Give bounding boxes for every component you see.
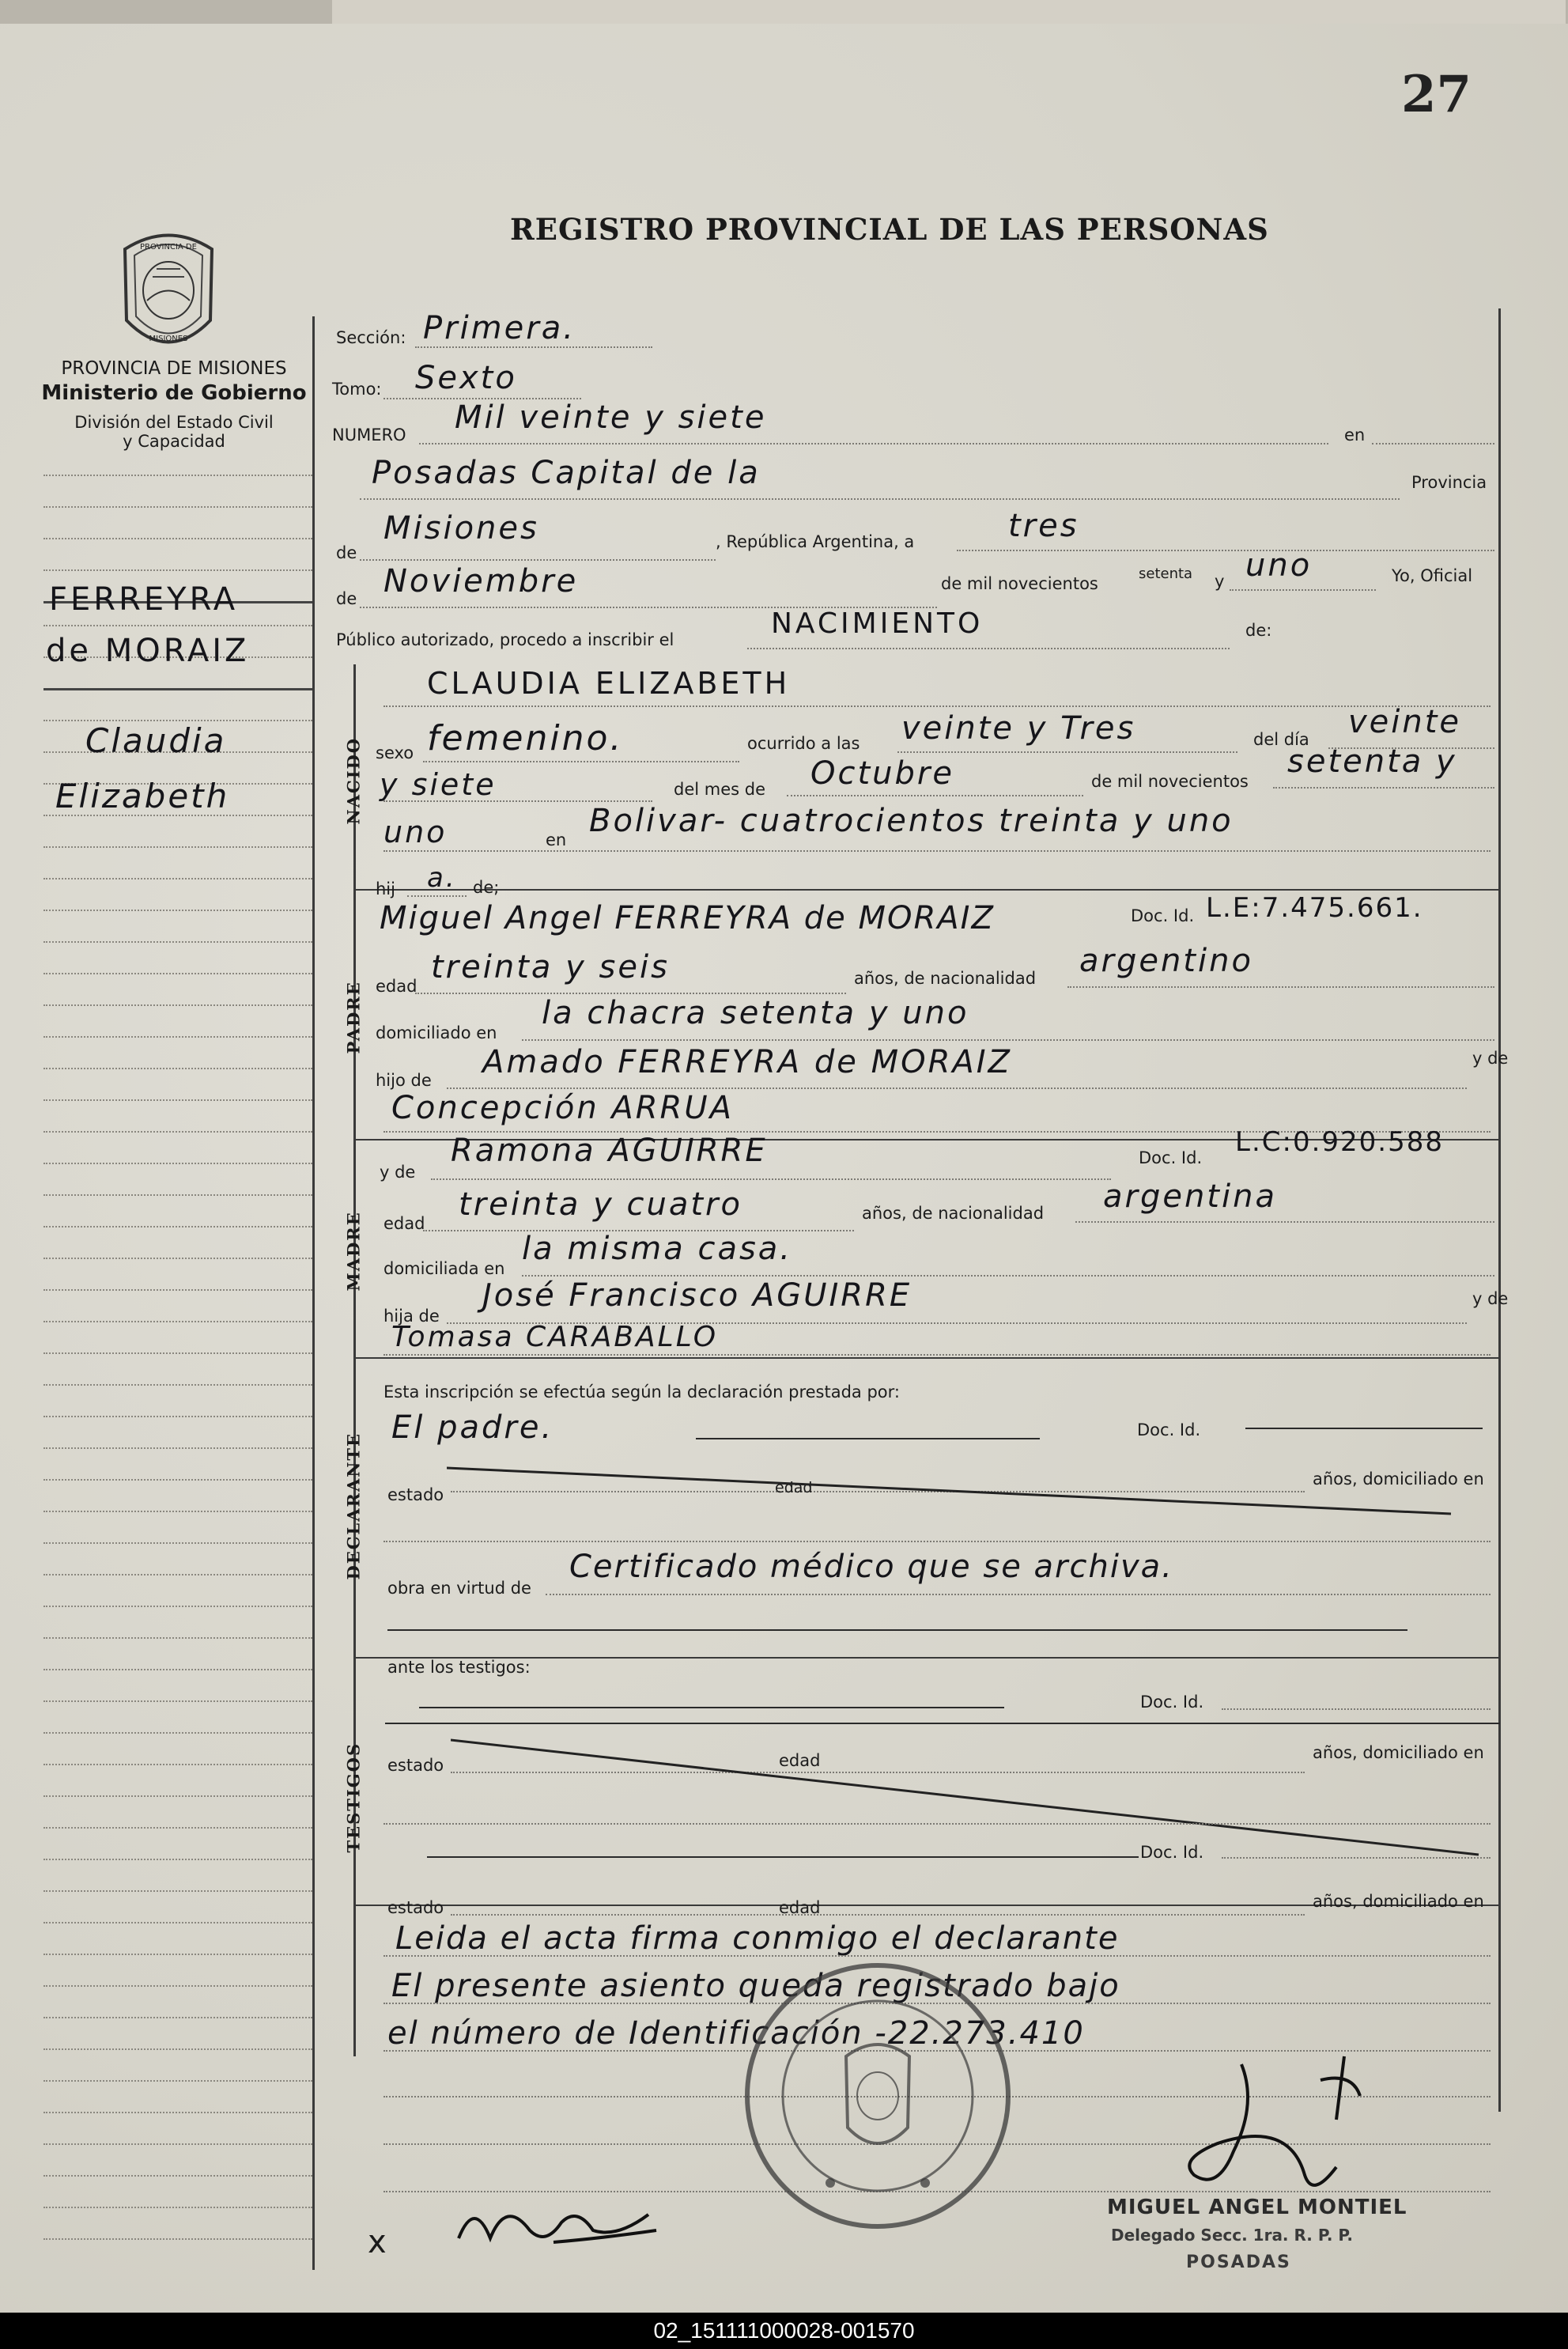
numero-value: Mil veinte y siete bbox=[455, 399, 767, 436]
yo-oficial-label: Yo, Oficial bbox=[1392, 566, 1473, 585]
edad-label: edad bbox=[376, 977, 418, 996]
page-number: 27 bbox=[1401, 65, 1472, 124]
testigo1-anios-label: años, domiciliado en bbox=[1313, 1743, 1484, 1762]
section-label-testigos: TESTIGOS bbox=[343, 1742, 364, 1853]
ante-testigos-label: ante los testigos: bbox=[387, 1658, 531, 1677]
padre-dom-value: la chacra setenta y uno bbox=[542, 995, 969, 1031]
signature-x-mark: x bbox=[368, 2224, 387, 2260]
numero-label: NUMERO bbox=[332, 426, 406, 444]
sexo-label: sexo bbox=[376, 743, 414, 762]
en-label-2: en bbox=[546, 830, 567, 849]
del-dia-label: del día bbox=[1253, 730, 1309, 749]
abuela-materna-value: Tomasa CARABALLO bbox=[391, 1321, 719, 1353]
hija-de-label: hija de bbox=[383, 1307, 440, 1326]
y-label: y bbox=[1215, 572, 1225, 591]
nombre-value: CLAUDIA ELIZABETH bbox=[427, 666, 791, 701]
padre-nac-value: argentino bbox=[1079, 943, 1253, 979]
coat-of-arms-icon bbox=[117, 225, 220, 364]
margin-name-2: Elizabeth bbox=[55, 777, 230, 815]
hij-suffix: a. bbox=[427, 862, 457, 894]
testigo2-anios-label: años, domiciliado en bbox=[1313, 1892, 1484, 1911]
padre-edad-value: treinta y seis bbox=[431, 949, 670, 985]
testigo1-estado-label: estado bbox=[387, 1756, 444, 1775]
page-title: REGISTRO PROVINCIAL DE LAS PERSONAS bbox=[510, 212, 1269, 247]
testigo2-doc-label: Doc. Id. bbox=[1140, 1843, 1204, 1862]
padre-doc-label: Doc. Id. bbox=[1131, 906, 1195, 925]
province-label: PROVINCIA DE MISIONES bbox=[61, 358, 287, 379]
official-seal-icon bbox=[735, 1954, 1020, 2238]
abuelo-paterno-value: Amado FERREYRA de MORAIZ bbox=[482, 1044, 1012, 1080]
margin-surname-1: FERREYRA bbox=[49, 581, 239, 618]
acto-value: NACIMIENTO bbox=[771, 607, 984, 640]
madre-anios-nac-label: años, de nacionalidad bbox=[862, 1204, 1045, 1223]
domiciliado-label: domiciliado en bbox=[376, 1023, 497, 1042]
obra-label: obra en virtud de bbox=[387, 1579, 531, 1598]
section-label-madre: MADRE bbox=[343, 1211, 364, 1292]
declarante-doc-label: Doc. Id. bbox=[1137, 1420, 1201, 1439]
testigo1-edad-label: edad bbox=[779, 1751, 821, 1770]
anio-nac-value: setenta y bbox=[1287, 743, 1457, 780]
y-de-label: y de bbox=[1472, 1049, 1509, 1068]
seal-text-bottom: MISIONES bbox=[149, 335, 188, 343]
margin-name-1: Claudia bbox=[85, 721, 227, 760]
section-label-padre: PADRE bbox=[343, 981, 364, 1054]
en-label: en bbox=[1344, 426, 1366, 444]
testigo1-doc-label: Doc. Id. bbox=[1140, 1693, 1204, 1712]
madre-doc-label: Doc. Id. bbox=[1139, 1148, 1203, 1167]
lugar-value: Posadas Capital de la bbox=[372, 455, 761, 491]
abuela-paterna-value: Concepción ARRUA bbox=[391, 1090, 734, 1126]
strike-line bbox=[447, 1465, 1475, 1520]
anio-nac-value-2: uno bbox=[383, 815, 448, 849]
edad-label-decl: edad bbox=[775, 1479, 813, 1496]
anios-dom-label: años, domiciliado en bbox=[1313, 1470, 1484, 1488]
strike-line-2 bbox=[451, 1736, 1494, 1863]
madre-y-de-label: y de bbox=[380, 1163, 416, 1182]
estado-label: estado bbox=[387, 1485, 444, 1504]
domiciliada-label: domiciliada en bbox=[383, 1259, 505, 1278]
dia-value: tres bbox=[1008, 508, 1079, 544]
lugar-nac-value: Bolivar- cuatrocientos treinta y uno bbox=[589, 803, 1234, 839]
madre-doc-value: L.C:0.920.588 bbox=[1235, 1126, 1444, 1158]
provincia-value: Misiones bbox=[383, 510, 539, 547]
republica-label: , República Argentina, a bbox=[716, 532, 915, 551]
stamp-name: MIGUEL ANGEL MONTIEL bbox=[1107, 2196, 1407, 2219]
declarante-value: El padre. bbox=[391, 1409, 554, 1446]
dia-nac-value-2: y siete bbox=[380, 767, 497, 802]
division-label-1: División del Estado Civil bbox=[74, 413, 274, 432]
mes-nac-value: Octubre bbox=[810, 755, 954, 792]
seal-text-top: PROVINCIA DE bbox=[140, 243, 197, 252]
seccion-value: Primera. bbox=[423, 310, 576, 346]
ocurrido-label: ocurrido a las bbox=[747, 734, 860, 753]
hij-label: hij bbox=[376, 879, 395, 898]
de-label-2: de bbox=[336, 589, 357, 608]
signature-initial bbox=[1297, 2048, 1392, 2143]
certificado-value: Certificado médico que se archiva. bbox=[569, 1549, 1173, 1585]
tomo-label: Tomo: bbox=[332, 380, 382, 399]
hora-value: veinte y Tres bbox=[901, 710, 1136, 747]
madre-edad-value: treinta y cuatro bbox=[459, 1186, 742, 1223]
signature-declarante bbox=[443, 2183, 680, 2262]
de-colon-label: de: bbox=[1245, 621, 1272, 640]
section-label-declarante: DECLARANTE bbox=[343, 1432, 364, 1580]
madre-dom-value: la misma casa. bbox=[522, 1231, 793, 1267]
de-mil-nov-label: de mil novecientos bbox=[1091, 772, 1249, 791]
testigo2-edad-label: edad bbox=[779, 1898, 821, 1917]
anio-value: uno bbox=[1245, 547, 1313, 584]
madre-nac-value: argentina bbox=[1103, 1178, 1277, 1215]
de-mil-label: de mil novecientos bbox=[941, 574, 1098, 593]
section-label-nacido: NACIDO bbox=[343, 736, 364, 825]
image-id-footer: 02_151111000028-001570 bbox=[0, 2313, 1568, 2349]
publico-label: Público autorizado, procedo a inscribir el bbox=[336, 630, 674, 649]
padre-doc-value: L.E:7.475.661. bbox=[1206, 892, 1423, 924]
nota-linea-1: Leida el acta firma conmigo el declarante bbox=[395, 1920, 1120, 1957]
inscripcion-label: Esta inscripción se efectúa según la declaración prestada por: bbox=[383, 1383, 900, 1401]
tomo-value: Sexto bbox=[415, 360, 517, 396]
testigo2-estado-label: estado bbox=[387, 1898, 444, 1917]
setenta-value: setenta bbox=[1139, 566, 1193, 582]
padre-value: Miguel Angel FERREYRA de MORAIZ bbox=[380, 900, 995, 936]
nota-linea-3: el número de Identificación -22.273.410 bbox=[387, 2015, 1085, 2052]
seccion-label: Sección: bbox=[336, 328, 406, 347]
madre-y-de-label-2: y de bbox=[1472, 1289, 1509, 1308]
abuelo-materno-value: José Francisco AGUIRRE bbox=[482, 1277, 912, 1314]
madre-value: Ramona AGUIRRE bbox=[451, 1133, 768, 1169]
nota-linea-2: El presente asiento queda registrado bajo bbox=[391, 1968, 1120, 2004]
ministry-label: Ministerio de Gobierno bbox=[41, 381, 307, 405]
de-semicolon-label: de; bbox=[473, 878, 500, 897]
sexo-value: femenino. bbox=[427, 718, 624, 758]
madre-edad-label: edad bbox=[383, 1214, 425, 1233]
mes-value: Noviembre bbox=[383, 563, 579, 600]
hijo-de-label: hijo de bbox=[376, 1071, 432, 1090]
division-label-2: y Capacidad bbox=[123, 432, 225, 451]
document-page bbox=[0, 24, 1568, 2324]
del-mes-label: del mes de bbox=[674, 780, 766, 799]
anios-nac-label: años, de nacionalidad bbox=[854, 969, 1037, 988]
margin-surname-2: de MORAIZ bbox=[46, 633, 250, 669]
dia-nac-value: veinte bbox=[1348, 704, 1462, 740]
de-label: de bbox=[336, 543, 357, 562]
provincia-label: Provincia bbox=[1411, 473, 1487, 492]
stamp-city: POSADAS bbox=[1186, 2253, 1291, 2272]
stamp-title: Delegado Secc. 1ra. R. P. P. bbox=[1111, 2226, 1353, 2245]
